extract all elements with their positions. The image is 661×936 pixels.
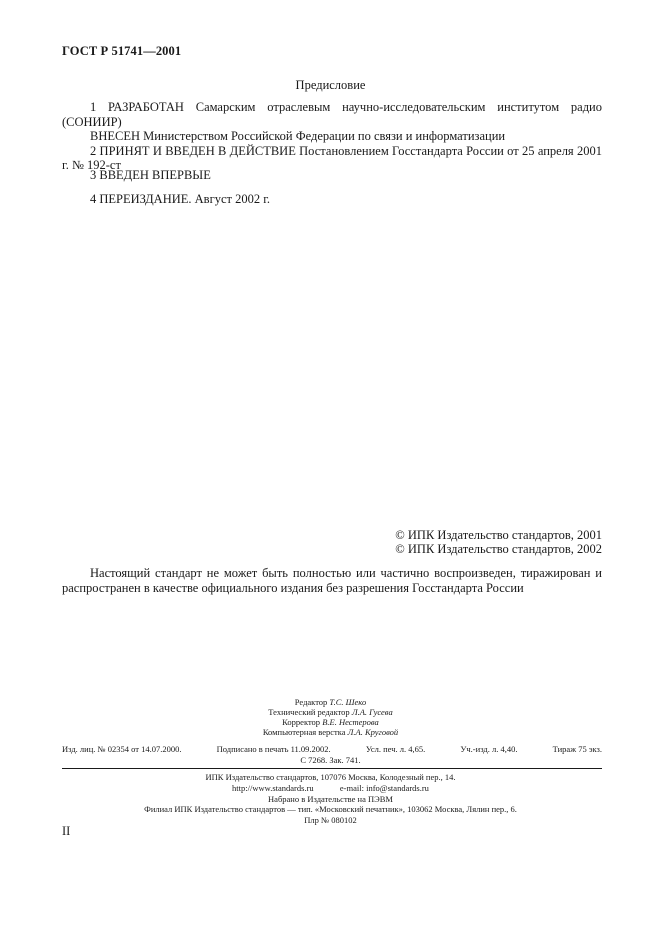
publisher-email: e-mail: info@standards.ru [339,782,429,793]
publication-run: Тираж 75 экз. [552,744,602,754]
license-number: Плр № 080102 [304,815,357,826]
page-number: II [62,824,71,838]
copyright-2001: © ИПК Издательство стандартов, 2001 [395,528,602,542]
credit-corrector-label: Корректор [282,717,321,727]
preface-item-1b: ВНЕСЕН Министерством Российской Федерации по связи и информатизации [90,129,506,143]
publication-signed: Подписано в печать 11.09.2002. [216,744,331,754]
document-code: ГОСТ Р 51741—2001 [62,44,182,58]
preface-item-3: 3 ВВЕДЕН ВПЕРВЫЕ [90,168,211,182]
credit-corrector [0,717,661,728]
credit-tech-name: Л.А. Гусева [351,707,393,717]
preface-title: Предисловие [295,78,366,92]
publication-pub-sheets: Уч.-изд. л. 4,40. [460,744,518,754]
preface-item-2: 2 ПРИНЯТ И ВВЕДЕН В ДЕЙСТВИЕ Постановлением Госстандарта России от 25 апреля 2001 г. № 192-ст [62,143,602,172]
credit-tech-editor [0,707,661,718]
publisher-contacts [0,783,661,794]
credit-editor-name: Т.С. Шеко [329,697,367,707]
publication-license: Изд. лиц. № 02354 от 14.07.2000. [62,744,182,754]
preface-item-4: 4 ПЕРЕИЗДАНИЕ. Август 2002 г. [90,192,271,206]
credit-layout [0,727,661,738]
typeset-note: Набрано в Издательстве на ПЭВМ [268,793,393,804]
credit-tech-label: Технический редактор [268,707,350,717]
credit-editor-label: Редактор [294,697,328,707]
credit-corrector-name: В.Е. Нестерова [322,717,379,727]
publisher-footer [0,772,661,826]
publisher-address: ИПК Издательство стандартов, 107076 Москва, Колодезный пер., 14. [205,772,456,782]
publication-print-sheets: Усл. печ. л. 4,65. [365,744,426,754]
credit-layout-name: Л.А. Круговой [347,727,399,737]
credit-editor [0,697,661,708]
footer-divider [62,768,602,769]
preface-item-1: 1 РАЗРАБОТАН Самарским отраслевым научно-исследовательским институтом радио (СОНИИР) [62,100,602,129]
publisher-website: http://www.standards.ru [232,782,314,793]
publication-order: С 7268. Зак. 741. [300,755,361,765]
publication-details [62,744,602,755]
credit-layout-label: Компьютерная верстка [262,727,346,737]
copyright-2002: © ИПК Издательство стандартов, 2002 [395,542,602,556]
reproduction-notice: Настоящий стандарт не может быть полностью или частично воспроизведен, тиражирован и распространен в качестве официального издания без разрешения Госстандарта России [62,566,602,595]
printing-branch: Филиал ИПК Издательство стандартов — тип. «Московский печатник», 103062 Москва, Лялин пер., 6. [144,804,517,815]
